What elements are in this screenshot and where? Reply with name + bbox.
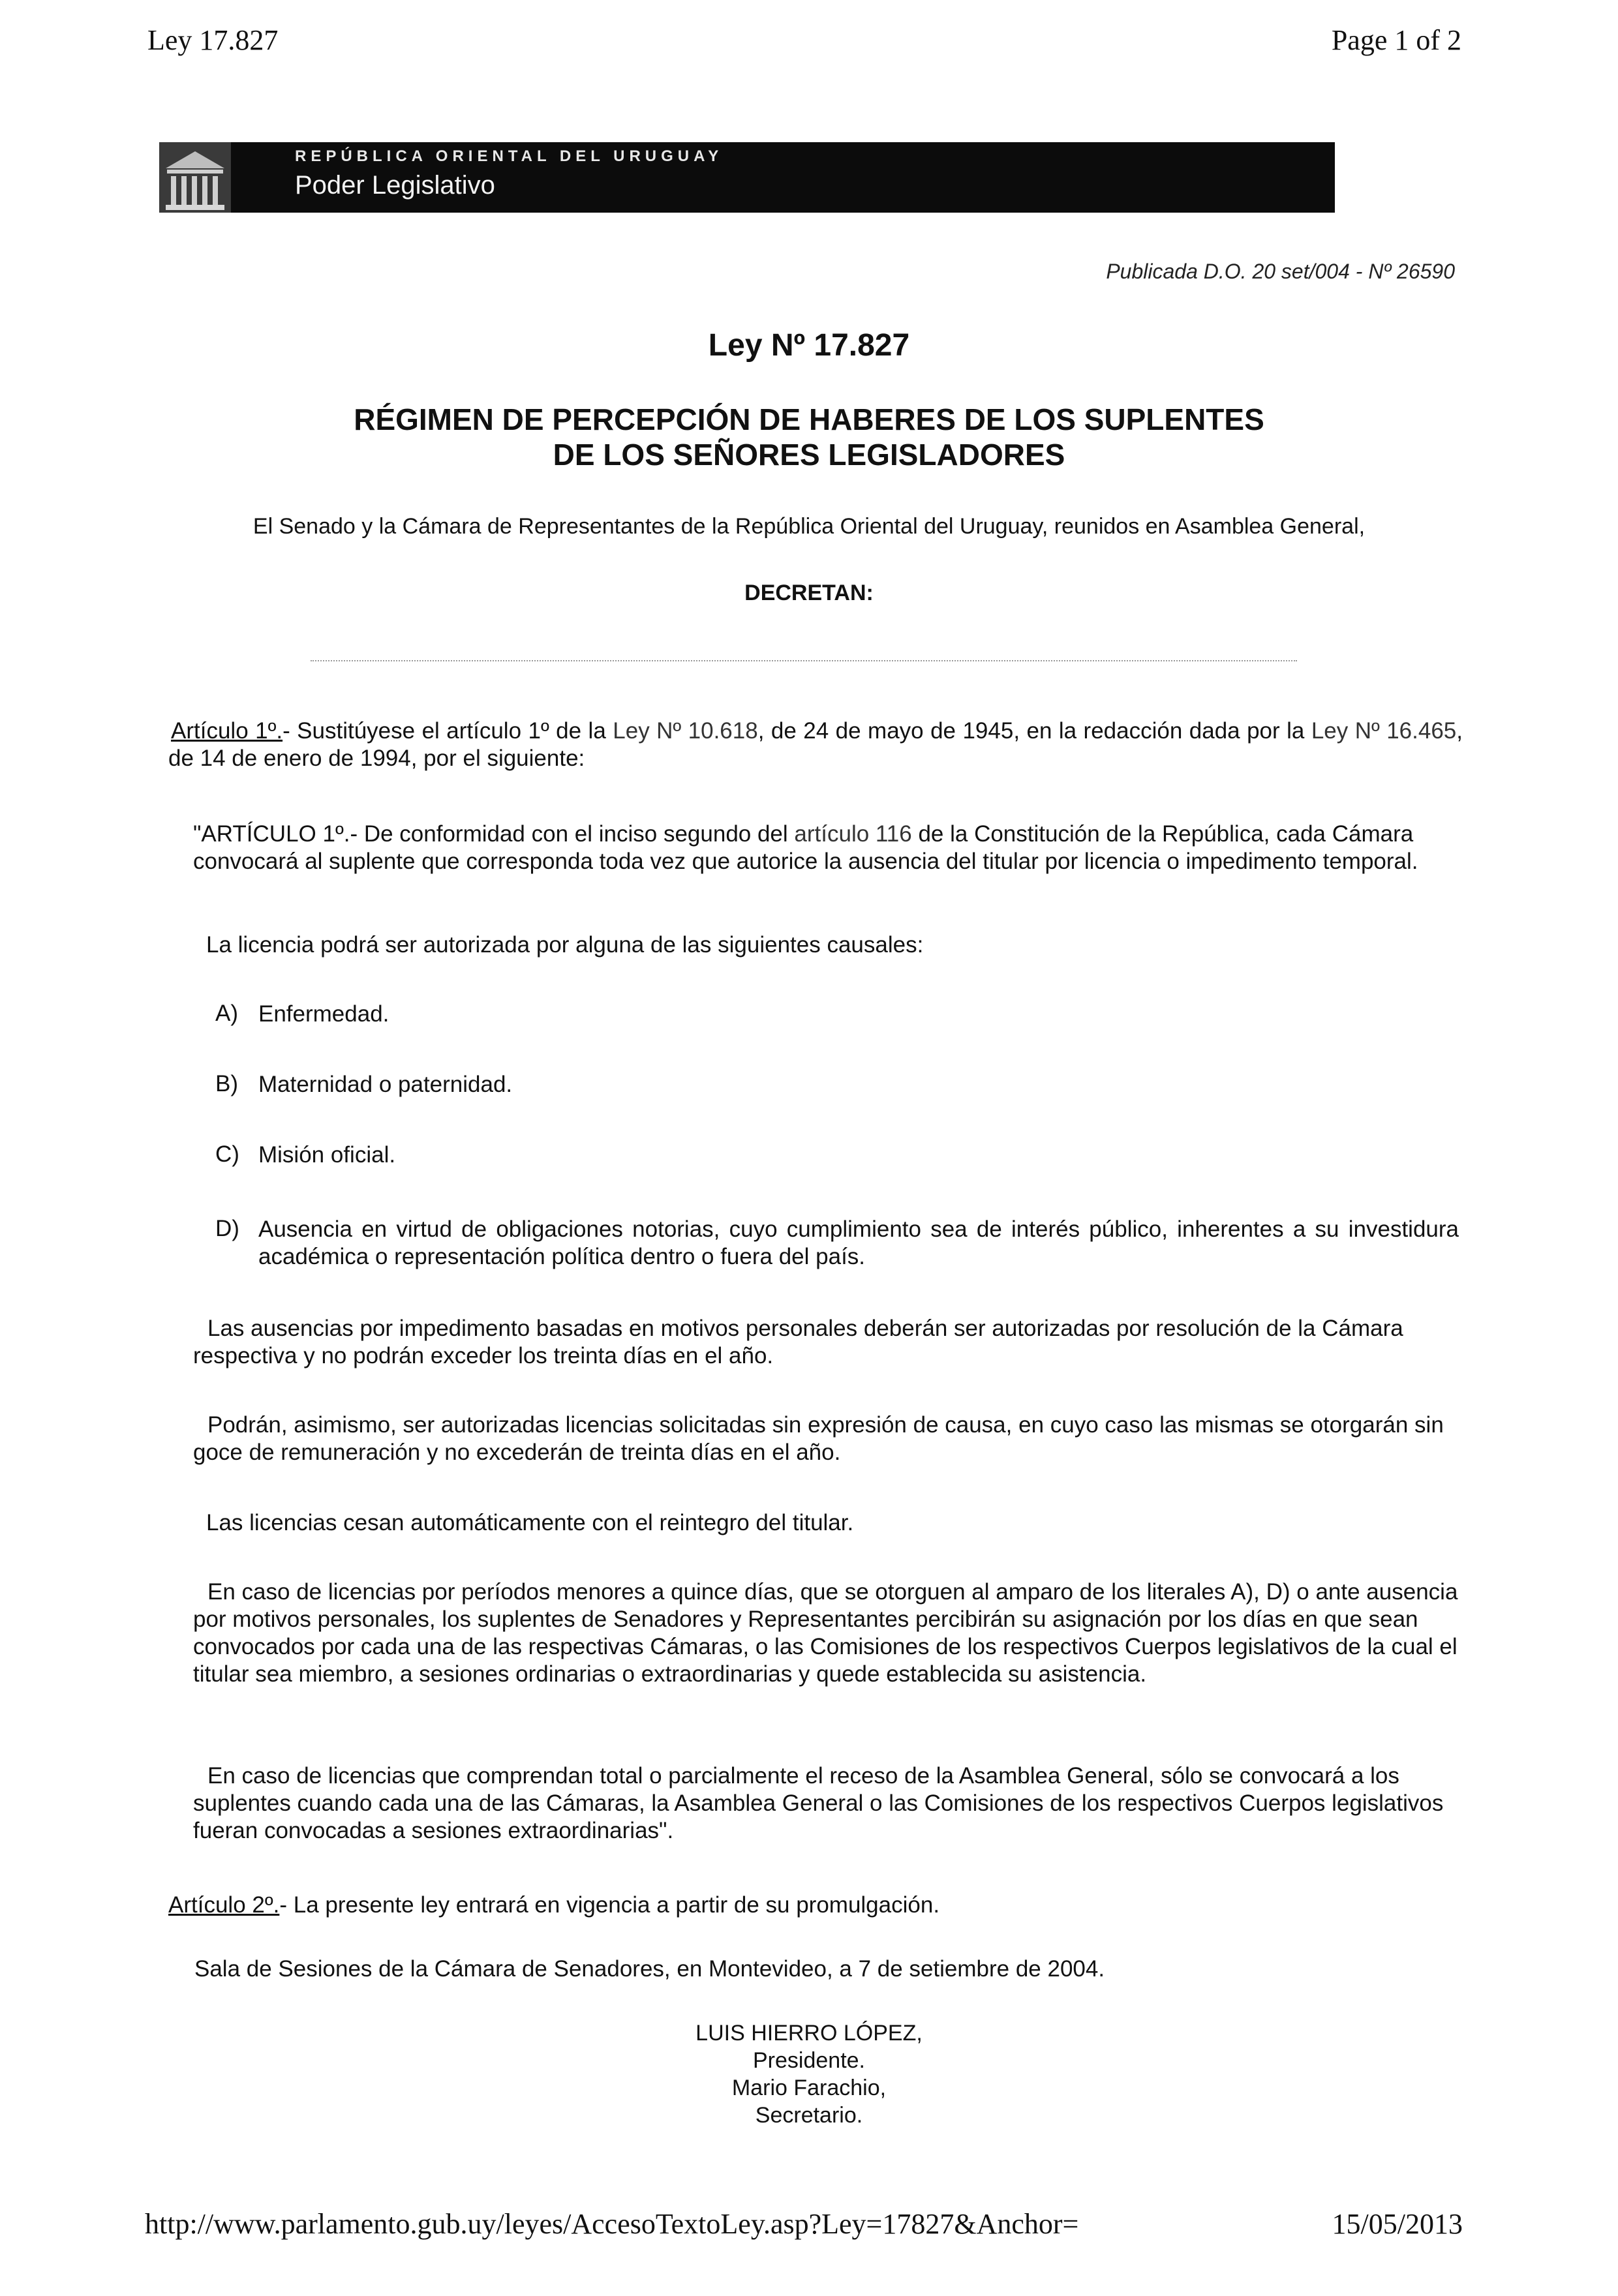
article-1-text: , de 14 de enero de 1994, por el siguiente: [168,718,1463,771]
list-item-letter: C) [215,1141,239,1167]
law-title-line-2: DE LOS SEÑORES LEGISLADORES [553,438,1065,472]
article-2-label: Artículo 2º. [168,1892,280,1918]
sala-de-sesiones: Sala de Sesiones de la Cámara de Senadores, en Montevideo, a 7 de setiembre de 2004. [194,1956,1105,1982]
banner-subtitle: REPÚBLICA ORIENTAL DEL URUGUAY [295,147,724,165]
article-1-label: Artículo 1º. [171,718,283,744]
preamble: El Senado y la Cámara de Representantes de la República Oriental del Uruguay, reunidos en Asamblea General, [252,514,1366,539]
law-number: Ley Nº 17.827 [708,328,910,363]
ley-10618-link[interactable]: Ley Nº 10.618 [613,718,758,744]
banner-title: Poder Legislativo [295,171,495,200]
list-item-letter: A) [215,1001,238,1026]
signature-president-name: LUIS HIERRO LÓPEZ, [695,2021,923,2046]
list-item: Misión oficial. [258,1142,396,1168]
publication-note: Publicada D.O. 20 set/004 - Nº 26590 [1106,260,1455,283]
article-1 [168,718,1463,772]
paragraph-receso: En caso de licencias que comprendan total o parcialmente el receso de la Asamblea General, sólo se convocará a los suplentes cuando cada una de las Cámaras, la Asamblea General o las Comisiones de los respectivos Cuerpos legislativos fueran convocadas a sesiones extraordinarias". [193,1763,1444,1843]
list-item-letter: B) [215,1071,238,1096]
article-1-text: - Sustitúyese el artículo 1º de la [282,718,613,744]
causales-intro: La licencia podrá ser autorizada por alguna de las siguientes causales: [206,932,924,958]
divider [311,660,1297,661]
list-item-letter: D) [215,1216,239,1241]
quote-text: de la Constitución de la República, cada Cámara convocará al suplente que corresponda toda vez que autorice la ausencia del titular por licencia o impedimento temporal. [193,821,1418,874]
list-item: Ausencia en virtud de obligaciones notorias, cuyo cumplimiento sea de interés público, inherentes a su investidura académica o representación política dentro o fuera del país. [258,1216,1459,1269]
ley-16465-link[interactable]: Ley Nº 16.465 [1311,718,1457,744]
article-2 [168,1892,1460,1919]
law-title-line-1: RÉGIMEN DE PERCEPCIÓN DE HABERES DE LOS SUPLENTES [354,402,1264,436]
page-footer-url: http://www.parlamento.gub.uy/leyes/AccesoTextoLey.asp?Ley=17827&Anchor= [145,2208,1079,2240]
article-1-text: , de 24 de mayo de 1945, en la redacción dada por la [757,718,1311,744]
parliament-building-icon [159,142,231,213]
paragraph-ausencias: Las ausencias por impedimento basadas en motivos personales deberán ser autorizadas por resolución de la Cámara respectiva y no podrán exceder los treinta días en el año. [193,1316,1403,1368]
quoted-article-paragraph [193,821,1446,875]
quote-text: "ARTÍCULO 1º.- De conformidad con el inciso segundo del [193,821,795,847]
decretan-heading: DECRETAN: [744,581,874,605]
signature-secretary-title: Secretario. [755,2103,863,2128]
page-header-left: Ley 17.827 [147,24,279,56]
signature-secretary-name: Mario Farachio, [731,2076,887,2100]
banner [159,142,1335,213]
law-title [0,402,1618,472]
signature-block [0,2019,1618,2129]
page-header-right: Page 1 of 2 [1331,24,1461,56]
list-item: Enfermedad. [258,1001,389,1027]
paragraph-cesan: Las licencias cesan automáticamente con el reintegro del titular. [206,1510,854,1535]
signature-president-title: Presidente. [753,2048,865,2073]
paragraph-quince-dias: En caso de licencias por períodos menores a quince días, que se otorguen al amparo de los literales A), D) o ante ausencia por motivos personales, los suplentes de Senadores y Representantes percibirán su asignación por los días en que sean convocados por cada una de las respectivas Cámaras, o las Comisiones de los respectivos Cuerpos legislativos de la cual el titular sea miembro, a sesiones ordinarias o extraordinarias y quede establecida su asistencia. [193,1579,1458,1687]
paragraph-podran: Podrán, asimismo, ser autorizadas licencias solicitadas sin expresión de causa, en cuyo caso las mismas se otorgarán sin goce de remuneración y no excederán de treinta días en el año. [193,1412,1444,1465]
articulo-116-link[interactable]: artículo 116 [794,821,912,847]
page-footer-date: 15/05/2013 [1332,2208,1463,2240]
list-item: Maternidad o paternidad. [258,1072,513,1097]
article-2-text: - La presente ley entrará en vigencia a partir de su promulgación. [279,1892,940,1918]
